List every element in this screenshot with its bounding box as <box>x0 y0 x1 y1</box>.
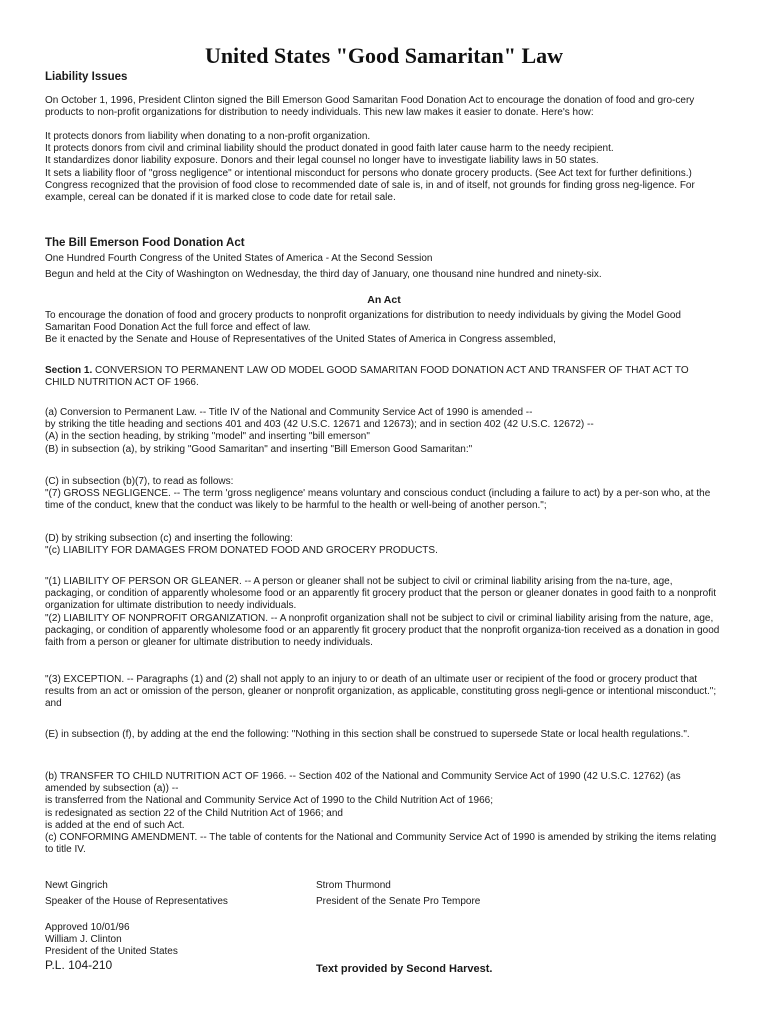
subsection-c <box>45 476 720 513</box>
liability-paragraph: "(1) LIABILITY OF PERSON OR GLEANER. -- A person or gleaner shall not be subject to civil or criminal liability arising from the na-ture, age, packaging, or condition of apparently wholesome food or an apparently fit grocery product that the person or gleaner donates in good faith to a nonprofit organization for ultimate distribution to needy individuals. <box>45 576 716 612</box>
liability-point: It sets a liability floor of "gross negligence" or intentional misconduct for persons who donate grocery products. (See Act text for further definitions.) <box>45 167 692 179</box>
liability-paragraphs <box>45 576 720 649</box>
subsection-b-line: (c) CONFORMING AMENDMENT. -- The table of contents for the National and Community Service Act of 1990 is amended by striking the items relating to title IV. <box>45 832 717 856</box>
approval-date: Approved 10/01/96 <box>45 922 130 933</box>
subsection-a-line: (B) in subsection (a), by striking "Good Samaritan" and inserting "Bill Emerson Good Samaritan:" <box>45 443 473 455</box>
act-purpose: To encourage the donation of food and grocery products to nonprofit organizations for distribution to needy individuals by giving the Model Good Samaritan Food Donation Act the full force and effect of law. <box>45 310 681 334</box>
signer-name: Newt Gingrich <box>45 880 108 891</box>
subsection-b <box>45 771 720 856</box>
source-credit: Text provided by Second Harvest. <box>316 963 493 975</box>
liability-paragraph: "(2) LIABILITY OF NONPROFIT ORGANIZATION. -- A nonprofit organization shall not be subject to civil or criminal liability arising from the nature, age, packaging, or condition of apparently wholesome food or an apparently fit grocery product that the nonprofit organiza-tion received as a donation in good faith from a person or gleaner for ultimate distribution to needy individuals. <box>45 612 720 649</box>
section-1-title: CONVERSION TO PERMANENT LAW OD MODEL GOOD SAMARITAN FOOD DONATION ACT AND TRANSFER OF THAT ACT TO CHILD NUTRITION ACT OF 1966. <box>45 365 689 389</box>
act-begun: Begun and held at the City of Washington on Wednesday, the third day of January, one thousand nine hundred and ninety-six. <box>45 269 602 281</box>
approval-block <box>45 922 178 971</box>
public-law-number: P.L. 104-210 <box>45 957 113 972</box>
subsection-c-line: "(7) GROSS NEGLIGENCE. -- The term 'gross negligence' means voluntary and conscious conduct (including a failure to act) by a per-son who, at the time of the conduct, knew that the conduct was likely to be harmful to the health or well-being of another person."; <box>45 488 711 512</box>
act-intro <box>45 253 720 281</box>
subsection-b-line: is redesignated as section 22 of the Child Nutrition Act of 1966; and <box>45 807 343 819</box>
signer-name: Strom Thurmond <box>316 880 391 891</box>
liability-point: It standardizes donor liability exposure. Donors and their legal counsel no longer have to investigate liability laws in 50 states. <box>45 155 599 167</box>
subsection-b-line: is transferred from the National and Community Service Act of 1990 to the Child Nutrition Act of 1966; <box>45 795 494 807</box>
approval-name: William J. Clinton <box>45 934 122 946</box>
exception-paragraph: "(3) EXCEPTION. -- Paragraphs (1) and (2) shall not apply to an injury to or death of an ultimate user or recipient of the food or grocery product that results from an act or omission of the person, gleaner or nonprofit organization, as applicable, constituting gross negli-gence or intentional misconduct."; and <box>45 674 717 710</box>
section-1 <box>45 365 720 389</box>
liability-heading: Liability Issues <box>45 71 128 83</box>
liability-points <box>45 131 720 204</box>
subsection-a-line: (a) Conversion to Permanent Law. -- Title IV of the National and Community Service Act of 1990 is amended -- <box>45 407 533 418</box>
subsection-a-line: (A) in the section heading, by striking "model" and inserting "bill emerson" <box>45 431 370 443</box>
subsection-b-line: (b) TRANSFER TO CHILD NUTRITION ACT OF 1966. -- Section 402 of the National and Community Service Act of 1990 (42 U.S.C. 12762) (as amended by subsection (a)) -- <box>45 771 681 795</box>
subsection-d-line: "(c) LIABILITY FOR DAMAGES FROM DONATED FOOD AND GROCERY PRODUCTS. <box>45 545 438 557</box>
liability-point: Congress recognized that the provision of food close to recommended date of sale is, in and of itself, not grounds for finding gross neg-ligence. For example, cereal can be donated if it is marked close to code date for retail sale. <box>45 179 695 204</box>
act-enacted: Be it enacted by the Senate and House of Representatives of the United States of America in Congress assembled, <box>45 334 556 346</box>
subsection-b-line: is added at the end of such Act. <box>45 819 185 831</box>
page-title: United States "Good Samaritan" Law <box>204 43 564 68</box>
signer-title: Speaker of the House of Representatives <box>45 896 228 908</box>
subsection-a <box>45 407 720 456</box>
subsection-d-line: (D) by striking subsection (c) and inserting the following: <box>45 533 293 544</box>
act-congress: One Hundred Fourth Congress of the United States of America - At the Second Session <box>45 253 433 264</box>
an-act-heading: An Act <box>367 294 401 306</box>
approval-title: President of the United States <box>45 946 178 958</box>
subsection-e: (E) in subsection (f), by adding at the end the following: "Nothing in this section shall be construed to supersede State or local health regulations.". <box>45 729 690 740</box>
signer-title: President of the Senate Pro Tempore <box>316 896 481 908</box>
subsection-a-line: by striking the title heading and sections 401 and 403 (42 U.S.C. 12671 and 12673); and in section 402 (42 U.S.C. 12672) -- <box>45 419 594 431</box>
subsection-c-line: (C) in subsection (b)(7), to read as follows: <box>45 476 234 487</box>
act-heading: The Bill Emerson Food Donation Act <box>45 237 245 249</box>
signature-left <box>45 880 228 908</box>
subsection-d <box>45 533 720 557</box>
act-purpose-block <box>45 310 720 347</box>
liability-point: It protects donors from civil and criminal liability should the product donated in good faith later cause harm to the needy recipient. <box>45 143 614 155</box>
signature-right <box>316 880 480 908</box>
liability-intro: On October 1, 1996, President Clinton signed the Bill Emerson Good Samaritan Food Donation Act to encourage the donation of food and gro-cery products to non-profit organizations for distribution to needy individuals. This new law makes it easier to donate. Here's how: <box>45 95 695 119</box>
section-1-label: Section 1. <box>45 365 93 376</box>
liability-point: It protects donors from liability when donating to a non-profit organization. <box>45 131 371 142</box>
